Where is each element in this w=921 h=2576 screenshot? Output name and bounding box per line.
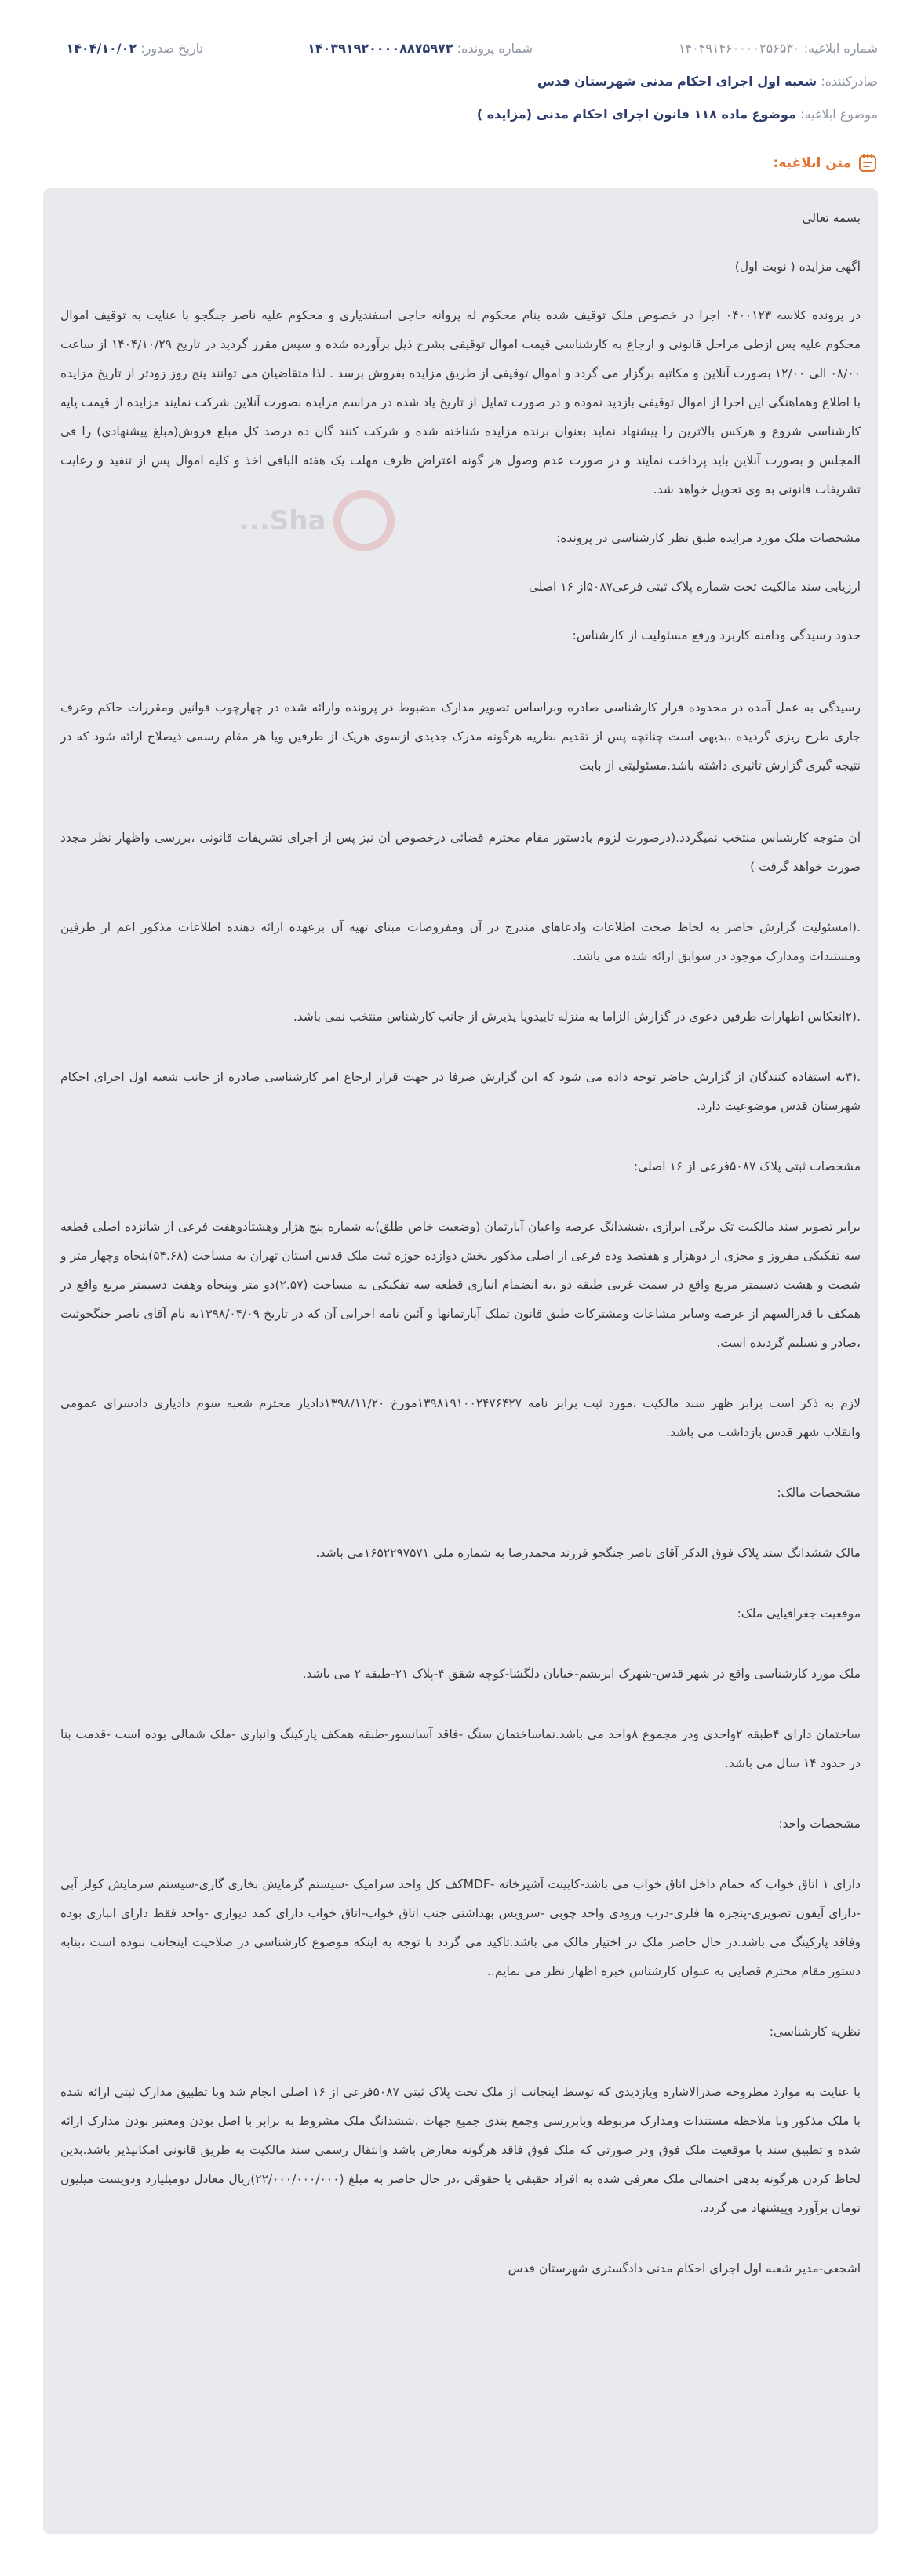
notice-number-label: شماره ابلاغیه:	[803, 41, 878, 56]
issue-date-value: ۱۴۰۴/۱۰/۰۲	[66, 41, 137, 56]
body-heading: مشخصات ثبتی پلاک ۵۰۸۷فرعی از ۱۶ اصلی:	[633, 1159, 861, 1173]
case-number-value: ۱۴۰۳۹۱۹۲۰۰۰۰۸۸۷۵۹۷۳	[308, 41, 453, 56]
issuer-label: صادرکننده:	[821, 74, 878, 89]
body-paragraph: آن متوجه کارشناس منتخب نمیگردد.(درصورت لزوم بادستور مقام محترم قضائی درخصوص آن نیز پس از اجرای تشریفات قانونی ،بررسی واظهار نظر مجدد صورت خواهد گرفت )	[60, 831, 861, 874]
notice-text-title: متن ابلاغیه:	[773, 155, 851, 171]
body-paragraph: .(۳به استفاده کنندگان از گزارش حاضر توجه داده می شود که این گزارش صرفا در جهت قرار ارجاع امر کارشناسی صادره از جانب شعبه اول اجرای احکام شهرستان قدس موضوعیت دارد.	[60, 1070, 861, 1113]
watermark-text: Sha...	[239, 504, 326, 537]
subject-label: موضوع ابلاغیه:	[800, 107, 878, 122]
body-paragraph: در پرونده کلاسه ۰۴۰۰۱۲۳ اجرا در خصوص ملک توقیف شده بنام محکوم له پروانه حاجی اسفندیاری و محکوم علیه ناصر جنگجو با عنایت به توقیف اموال محکوم علیه پس ازطی مراحل قانونی و ارجاع به کارشناسی قیمت اموال توقیفی بشرح ذیل برآورده شده و سپس مقرر گردید در تاریخ ۱۴۰۴/۱۰/۲۹ از ساعت ۰۸/۰۰ الی ۱۲/۰۰ بصورت آنلاین و مکاتبه برگزار می گردد و اموال توقیفی از طریق مزایده بفروش برسد . لذا متقاضیان می توانند پنج روز زودتر از تاریخ مزایده با اطلاع وهماهنگی این اجرا از اموال توقیفی بازدید نموده و در صورت تمایل از تاریخ یاد شده در مراسم مزایده بصورت آنلاین شرکت نمایند مزایده از قیمت پایه کارشناسی شروع و هرکس بالاترین را پیشنهاد نماید بعنوان برنده مزایده شناخته شده و شرکت کنند گان ده درصد کل مبلغ فروش(مبلغ پیشنهادی) را فی المجلس و بصورت آنلاین باید پرداخت نمایند و در صورت عدم وصول هر گونه اعتراض ظرف مهلت یک هفته الباقی اخذ و کلیه اموال پس از تنفیذ و رعایت تشریفات قانونی به وی تحویل خواهد شد.	[60, 308, 861, 497]
notice-meta-row	[43, 39, 878, 58]
document-text-icon	[857, 153, 878, 173]
body-paragraph: ارزیابی سند مالکیت تحت شماره پلاک ثبتی فرعی۵۰۸۷از ۱۶ اصلی	[528, 580, 861, 594]
issue-date-field	[66, 39, 203, 58]
body-paragraph: مالک ششدانگ سند پلاک فوق الذکر آقای ناصر جنگجو فرزند محمدرضا به شماره ملی ۱۶۵۲۲۹۷۵۷۱می باشد.	[315, 1546, 861, 1560]
subject-row	[43, 105, 878, 124]
body-paragraph: برابر تصویر سند مالکیت تک برگی ابرازی ،ششدانگ عرصه واعیان آپارتمان (وضعیت خاص طلق)به شماره پنج هزار وهشتادوهفت فرعی از شانزده اصلی قطعه سه تفکیکی مفروز و مجزی از دوهزار و هفتصد وده فرعی از اصلی مذکور بخش دوازده حوزه ثبت ملک قدس استان تهران به مساحت (۵۴.۶۸)پنجاه وچهار متر و شصت و هشت دسیمتر مربع واقع در سمت غربی طبقه دو ،به انضمام انباری قطعه سه تفکیکی به مساحت (۲.۵۷)دو متر وپنجاه وهفت دسیمتر مربع واقع در همکف با قدرالسهم از عرصه وسایر مشاعات ومشترکات طبق قانون تملک آپارتمانها و آئین نامه اجرایی آن که در تاریخ ۱۳۹۸/۰۴/۰۹به نام آقای ناصر جنگجوثبت ،صادر و تسلیم گردیده است.	[60, 1220, 861, 1350]
issuer-row	[43, 72, 878, 91]
body-heading: مشخصات ملک مورد مزایده طبق نظر کارشناسی در پرونده:	[556, 531, 861, 545]
notice-number-value: ۱۴۰۴۹۱۴۶۰۰۰۰۲۵۶۵۳۰	[678, 41, 800, 56]
body-auction-title: آگهی مزایده ( نوبت اول)	[734, 260, 861, 274]
body-heading: مشخصات واحد:	[778, 1817, 861, 1831]
subject-value: موضوع ماده ۱۱۸ قانون اجرای احکام مدنی (مزایده )	[476, 107, 796, 122]
body-paragraph: با عنایت به موارد مطروحه صدرالاشاره وبازدیدی که توسط اینجانب از ملک تحت پلاک ثبتی ۵۰۸۷فرعی از ۱۶ اصلی انجام شد وبا تطبیق مدارک ثبتی ارائه شده با ملک مذکور وبا ملاحظه مستندات ومدارک مربوطه وبابررسی وجمع بندی جمیع جهات ،ششدانگ ملک مشروط به برابر با اصل بودن ومعتبر بودن مدارک ارائه شده و تطبیق سند با موقعیت ملک فوق ودر صورتی که ملک فوق فاقد هرگونه معارض باشد وانتقال رسمی سند مالکیت به طریق قانونی امکانپذیر باشد.بدین لحاظ کردن هرگونه بدهی احتمالی ملک معرفی شده به افراد حقیقی یا حقوقی ،در حال حاضر به مبلغ (۲۲/۰۰۰/۰۰۰/۰۰۰)ریال معادل دومیلیارد ودویست میلیون تومان برآورد وپیشنهاد می گردد.	[60, 2085, 861, 2215]
body-signature: اشجعی-مدیر شعبه اول اجرای احکام مدنی دادگستری شهرستان قدس	[508, 2261, 861, 2276]
body-paragraph: رسیدگی به عمل آمده در محدوده قرار کارشناسی صادره وبراساس تصویر مدارک مضبوط در پرونده وارائه شده در چهارچوب قوانین ومقررات حاکم وعرف جاری طرح ریزی گردیده ،بدیهی است چنانچه پس از تقدیم نظریه هرگونه مدرک جدیدی ازسوی هریک از طرفین ویا هر مقام رسمی ذیصلاح ارائه شود که در نتیجه گیری گزارش تاثیری داشته باشد.مسئولیتی از بابت	[60, 700, 861, 773]
body-heading: حدود رسیدگی ودامنه کاربرد ورفع مسئولیت از کارشناس:	[572, 628, 861, 642]
notice-number-field	[533, 39, 878, 58]
issue-date-label: تاریخ صدور:	[140, 41, 203, 56]
body-heading: موقعیت جغرافیایی ملک:	[737, 1606, 861, 1621]
body-paragraph: .(امسئولیت گزارش حاضر به لحاظ صحت اطلاعات وادعاهای مندرج در آن ومفروضات مبنای تهیه آن برعهده ارائه دهنده اطلاعات مذکور اعم از طرفین ومستندات ومدارک موجود در سوابق ارائه شده می باشد.	[60, 920, 861, 963]
issuer-value: شعبه اول اجرای احکام مدنی شهرستان قدس	[537, 74, 817, 89]
notice-body	[43, 188, 878, 2534]
body-paragraph: ملک مورد کارشناسی واقع در شهر قدس-شهرک ابریشم-خیابان دلگشا-کوچه شقق ۴-پلاک ۲۱-طبقه ۲ می باشد.	[302, 1667, 861, 1681]
body-paragraph: .(۲انعکاس اظهارات طرفین دعوی در گزارش الزاما به منزله تاییدویا پذیرش از جانب کارشناس منتخب نمی باشد.	[293, 1010, 861, 1024]
body-heading: نظریه کارشناسی:	[769, 2025, 861, 2039]
body-paragraph: ساختمان دارای ۴طبقه ۲واحدی ودر مجموع ۸واحد می باشد.نماساختمان سنگ -فاقد آسانسور-طبقه همکف پارکینگ وانباری -ملک شمالی بوده است -قدمت بنا در حدود ۱۴ سال می باشد.	[60, 1727, 861, 1770]
notice-text-heading	[774, 153, 878, 173]
body-paragraph: دارای ۱ اتاق خواب که حمام داخل اتاق خواب می باشد-کابینت آشپزخانه -MDFکف کل واحد سرامیک -سیستم گرمایش بخاری گازی-سیستم سرمایش کولر آبی -دارای آیفون تصویری-پنجره ها فلزی-درب ورودی واحد چوبی -سرویس بهداشتی جنب اتاق خواب-اتاق خواب دارای کمد دیواری -واحد فقط دارای انباری بوده وفاقد پارکینگ می باشد.در حال حاضر ملک در اختیار مالک می باشد.تاکید می گردد با توجه به اینکه موضوع کارشناسی در صلاحیت اینجانب نبوده است ،بنابه دستور مقام محترم قضایی به عنوان کارشناس خبره اظهار نظر می نمایم..	[60, 1877, 861, 1978]
body-paragraph: لازم به ذکر است برابر ظهر سند مالکیت ،مورد ثبت برابر نامه ۱۳۹۸۱۹۱۰۰۲۴۷۶۴۲۷مورخ ۱۳۹۸/۱۱/۲۰دادیار محترم شعبه سوم دادیاری دادسرای عمومی وانقلاب شهر قدس بازداشت می باشد.	[60, 1396, 861, 1439]
case-number-label: شماره پرونده:	[457, 41, 533, 56]
body-heading: مشخصات مالک:	[777, 1486, 861, 1500]
body-bismillah: بسمه تعالی	[802, 211, 861, 225]
case-number-field	[203, 39, 533, 58]
